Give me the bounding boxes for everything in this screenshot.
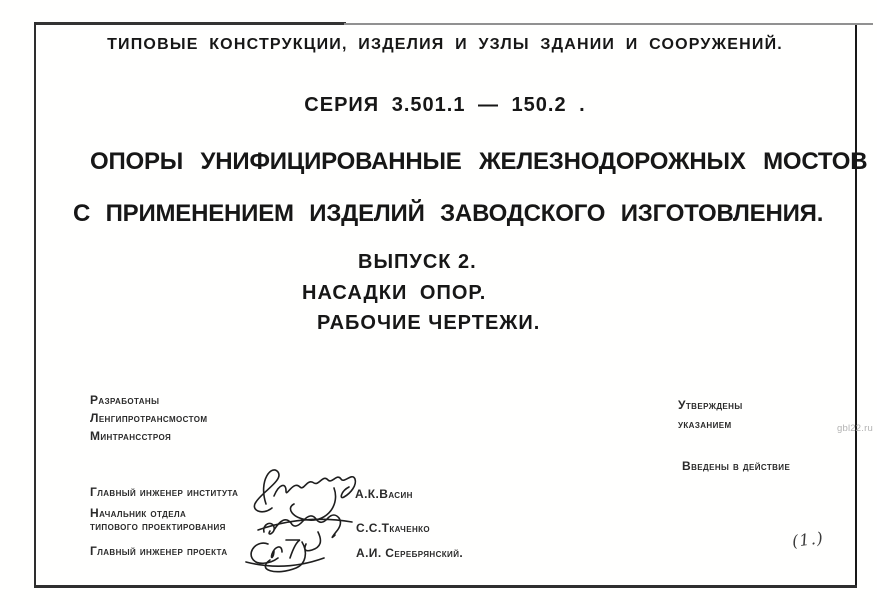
signature-role-chief-engineer-institute: Главный инженер института <box>90 485 239 499</box>
approved-label: Утверждены <box>678 398 743 412</box>
frame-border-top-left-segment <box>34 22 346 25</box>
developed-by-block <box>90 391 207 445</box>
subtitle-line-1: НАСАДКИ ОПОР. <box>302 282 487 304</box>
signature-scribble-serebryansky <box>240 532 332 576</box>
approved-by-label: указанием <box>678 417 732 431</box>
developed-by-ministry: Минтрансстроя <box>90 429 172 443</box>
signature-role-line-1: Начальник отдела <box>90 506 187 520</box>
signature-role-line-2: типового проектирования <box>90 519 226 533</box>
subtitle-line-2: РАБОЧИЕ ЧЕРТЕЖИ. <box>317 312 541 334</box>
document-header: ТИПОВЫЕ КОНСТРУКЦИИ, ИЗДЕЛИЯ И УЗЛЫ ЗДАНИИ И СООРУЖЕНИЙ. <box>107 36 783 53</box>
handwritten-page-number: (1.) <box>790 528 825 551</box>
main-title-line-2: С ПРИМЕНЕНИЕМ ИЗДЕЛИЙ ЗАВОДСКОГО ИЗГОТОВЛЕНИЯ. <box>73 200 824 227</box>
issue-number: ВЫПУСК 2. <box>358 251 477 273</box>
developed-by-label: Разработаны <box>90 393 160 407</box>
main-title-line-1: ОПОРЫ УНИФИЦИРОВАННЫЕ ЖЕЛЕЗНОДОРОЖНЫХ МОСТОВ <box>90 148 868 175</box>
watermark-text: gbl22.ru <box>837 423 873 434</box>
frame-border-right <box>855 25 857 588</box>
frame-border-bottom <box>34 585 857 588</box>
signature-name-tkachenko: С.С.Ткаченко <box>356 521 431 535</box>
signature-role-department-head <box>90 507 226 533</box>
series-number: СЕРИЯ 3.501.1 — 150.2 . <box>304 94 586 116</box>
signature-name-vasin: А.К.Васин <box>355 487 413 501</box>
effective-date-label: Введены в действие <box>682 459 791 473</box>
signature-name-serebryansky: А.И. Серебрянский. <box>356 546 464 560</box>
signature-role-chief-project-engineer: Главный инженер проекта <box>90 544 228 558</box>
approved-block <box>678 396 743 434</box>
developed-by-organization: Ленгипротрансмостом <box>90 411 208 425</box>
frame-border-top-right-segment <box>344 23 873 25</box>
